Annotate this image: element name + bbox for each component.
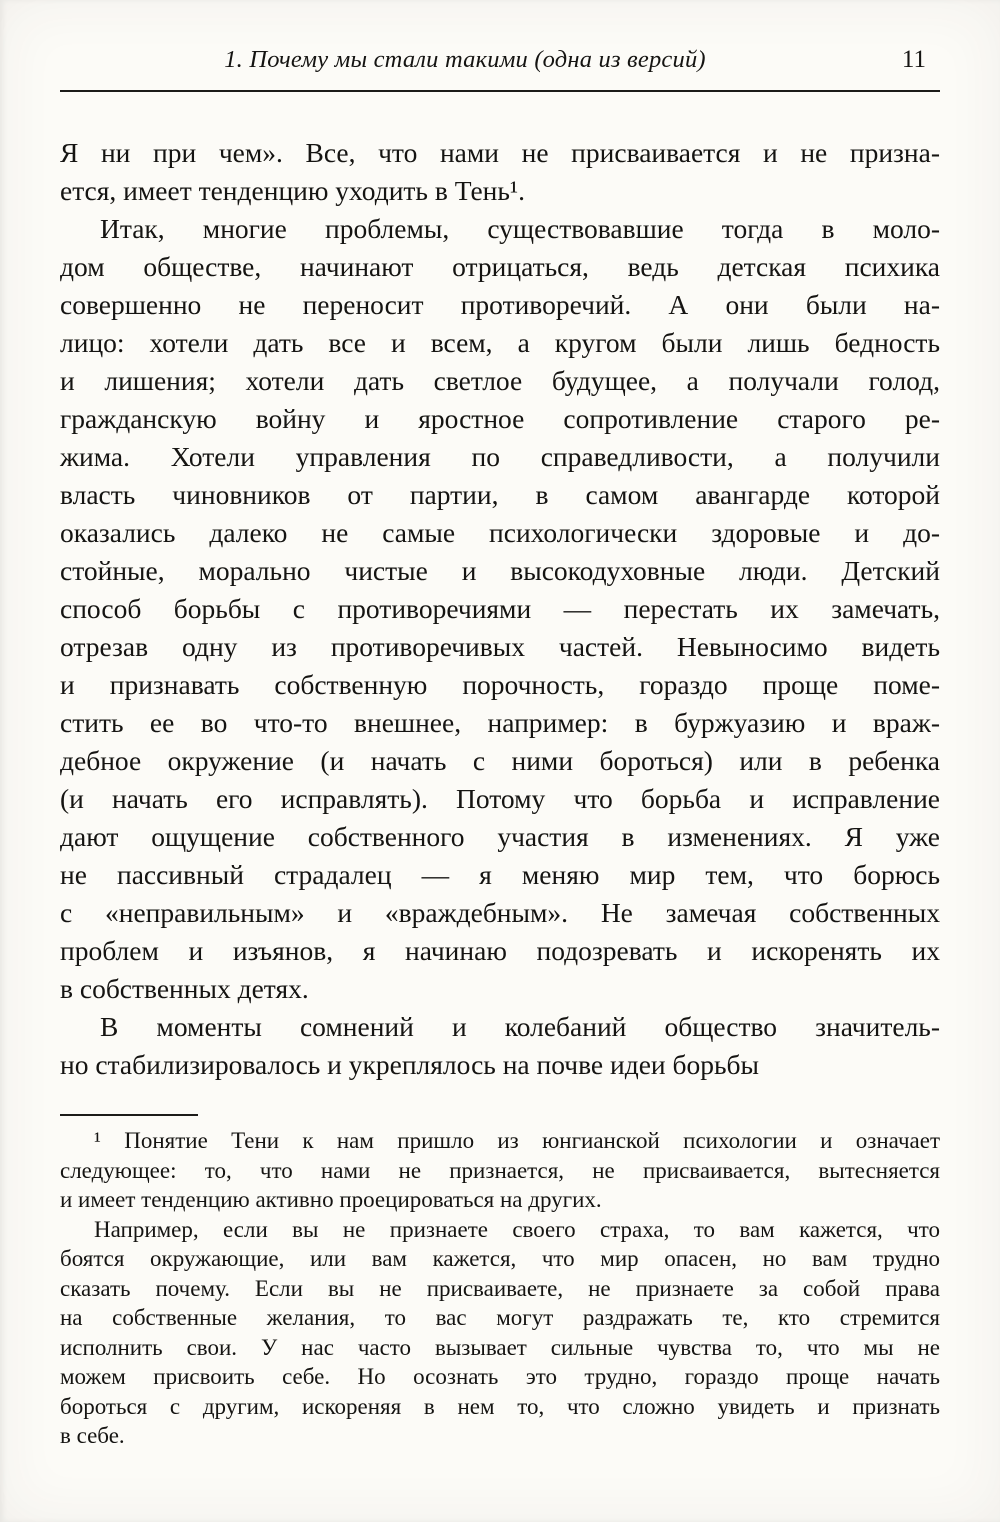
- text-line: Итак, многие проблемы, существовавшие тогда в моло-: [100, 213, 940, 244]
- page-number: 11: [901, 46, 926, 73]
- footnote-separator: [60, 1114, 198, 1116]
- text-line: (и начать его исправлять). Потому что борьба и исправление: [60, 783, 940, 814]
- paragraph: [60, 1008, 940, 1084]
- text-line: ется, имеет тенденцию уходить в Тень¹.: [60, 175, 526, 206]
- text-line: дом обществе, начинают отрицаться, ведь детская психика: [60, 251, 940, 282]
- text-line: и имеет тенденцию активно проецироваться на других.: [60, 1187, 602, 1212]
- text-line: и признавать собственную порочность, гораздо проще поме-: [60, 669, 940, 700]
- text-line: следующее: то, что нами не признается, не присваивается, вытесняется: [60, 1157, 940, 1183]
- text-line: проблем и изъянов, я начинаю подозревать и искоренять их: [60, 935, 940, 966]
- paragraph: [60, 1126, 940, 1215]
- text-line: сказать почему. Если вы не присваиваете, не признаете за собой права: [60, 1275, 940, 1301]
- text-line: не пассивный страдалец — я меняю мир тем, что борюсь: [60, 859, 940, 890]
- text-line: отрезав одну из противоречивых частей. Невыносимо видеть: [60, 631, 940, 662]
- text-line: ¹ Понятие Тени к нам пришло из юнгианской психологии и означает: [94, 1128, 940, 1153]
- chapter-title: 1. Почему мы стали такими (одна из версий): [224, 46, 706, 73]
- footnote-block: [60, 1114, 940, 1451]
- text-line: в себе.: [60, 1423, 125, 1448]
- paragraph: [60, 1215, 940, 1451]
- text-line: стойные, морально чистые и высокодуховные люди. Детский: [60, 555, 940, 586]
- text-line: лицо: хотели дать все и всем, а кругом были лишь бедность: [60, 327, 940, 358]
- paragraph: [60, 134, 940, 210]
- running-header: [60, 46, 940, 80]
- text-line: жима. Хотели управления по справедливости, а получили: [60, 441, 940, 472]
- footnote-text: [60, 1126, 940, 1451]
- body-text: [60, 134, 940, 1084]
- text-line: стить ее во что-то внешнее, например: в буржуазию и враж-: [60, 707, 940, 738]
- text-line: гражданскую войну и яростное сопротивление старого ре-: [60, 403, 940, 434]
- text-line: исполнить свои. У нас часто вызывает сильные чувства то, что мы не: [60, 1334, 940, 1360]
- paragraph: [60, 210, 940, 1008]
- text-line: В моменты сомнений и колебаний общество значитель-: [100, 1011, 940, 1042]
- text-line: можем присвоить себе. Но осознать это трудно, гораздо проще начать: [60, 1364, 940, 1389]
- text-line: боятся окружающие, или вам кажется, что мир опасен, но вам трудно: [60, 1246, 940, 1271]
- text-line: с «неправильным» и «враждебным». Не замечая собственных: [60, 897, 940, 928]
- text-line: и лишения; хотели дать светлое будущее, а получали голод,: [60, 365, 940, 396]
- text-line: совершенно не переносит противоречий. А они были на-: [60, 289, 940, 320]
- text-line: на собственные желания, то вас могут раздражать те, кто стремится: [60, 1305, 940, 1330]
- text-line: оказались далеко не самые психологически здоровые и до-: [60, 517, 940, 548]
- text-line: бороться с другим, искореняя в нем то, что сложно увидеть и признать: [60, 1393, 940, 1419]
- text-line: Я ни при чем». Все, что нами не присваивается и не призна-: [60, 137, 940, 168]
- header-rule: [60, 90, 940, 92]
- text-line: в собственных детях.: [60, 973, 309, 1004]
- text-line: но стабилизировалось и укреплялось на почве идеи борьбы: [60, 1049, 760, 1080]
- text-line: дают ощущение собственного участия в изменениях. Я уже: [60, 821, 940, 852]
- text-line: власть чиновников от партии, в самом авангарде которой: [60, 479, 940, 510]
- text-line: Например, если вы не признаете своего страха, то вам кажется, что: [94, 1216, 940, 1242]
- text-line: способ борьбы с противоречиями — перестать их замечать,: [60, 593, 940, 624]
- text-line: дебное окружение (и начать с ними бороться) или в ребенка: [60, 745, 940, 776]
